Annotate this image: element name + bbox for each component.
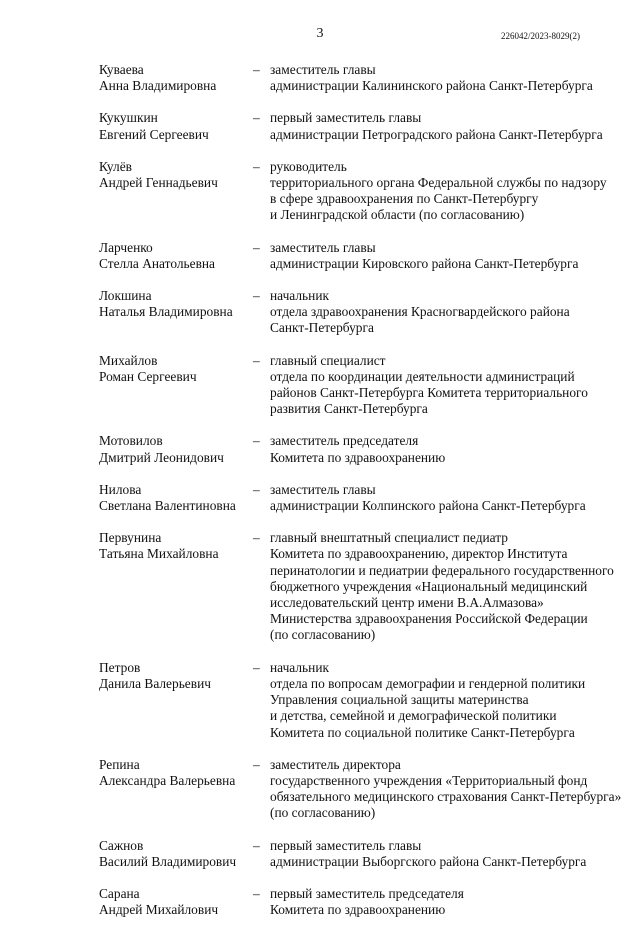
member-name <box>99 482 253 514</box>
member-name <box>99 660 253 741</box>
member-surname: Сарана <box>99 885 140 901</box>
position-line: Комитета по здравоохранению <box>270 449 446 465</box>
position-line: Санкт-Петербурга <box>270 320 374 336</box>
member-surname: Ларченко <box>99 239 153 255</box>
position-line: Комитета по здравоохранению <box>270 902 446 918</box>
member-given-names: Татьяна Михайловна <box>99 546 219 562</box>
member-position <box>270 886 619 918</box>
member-position <box>270 838 619 870</box>
position-line: обязательного медицинского страхования Санкт-Петербурга» <box>270 789 622 805</box>
position-line: заместитель председателя <box>270 433 419 449</box>
member-entry <box>99 62 619 94</box>
member-entry <box>99 756 622 822</box>
position-line: администрации Кировского района Санкт-Петербурга <box>270 255 579 271</box>
position-line: исследовательский центр имени В.А.Алмазова» <box>270 595 544 611</box>
dash-separator: – <box>253 158 260 174</box>
position-line: и Ленинградской области (по согласованию) <box>270 207 525 223</box>
member-given-names: Андрей Геннадьевич <box>99 175 218 191</box>
member-entry <box>99 838 619 870</box>
member-surname: Кукушкин <box>99 110 158 126</box>
dash-separator: – <box>253 885 260 901</box>
dash-separator: – <box>253 288 260 304</box>
member-name <box>99 288 253 337</box>
dash-separator: – <box>253 756 260 772</box>
member-surname: Репина <box>99 756 140 772</box>
member-name <box>99 159 253 224</box>
dash-separator: – <box>253 837 260 853</box>
member-name <box>99 110 253 142</box>
position-line: администрации Колпинского района Санкт-Петербурга <box>270 498 586 514</box>
member-entry <box>99 660 619 741</box>
member-surname: Сажнов <box>99 837 144 853</box>
position-line: (по согласованию) <box>270 805 376 821</box>
position-line: отдела здравоохранения Красногвардейского района <box>270 304 570 320</box>
position-line: заместитель главы <box>270 481 376 497</box>
position-line: государственного учреждения «Территориальный фонд <box>270 772 588 788</box>
position-line: Комитета по социальной политике Санкт-Петербурга <box>270 724 575 740</box>
position-line: районов Санкт-Петербурга Комитета территориального <box>270 385 588 401</box>
position-line: первый заместитель главы <box>270 837 422 853</box>
member-position <box>270 159 619 224</box>
member-position <box>270 240 619 272</box>
member-given-names: Светлана Валентиновна <box>99 498 236 514</box>
member-position <box>270 482 619 514</box>
position-line: заместитель главы <box>270 239 376 255</box>
dash-separator: – <box>253 659 260 675</box>
member-position <box>270 353 619 418</box>
position-line: Управления социальной защиты материнства <box>270 692 529 708</box>
position-line: Комитета по здравоохранению, директор Института <box>270 546 568 562</box>
position-line: отдела по вопросам демографии и гендерной политики <box>270 675 586 691</box>
position-line: бюджетного учреждения «Национальный медицинский <box>270 578 588 594</box>
member-position <box>270 757 621 822</box>
member-entry <box>99 530 619 643</box>
member-entry <box>99 886 619 918</box>
member-given-names: Василий Владимирович <box>99 853 237 869</box>
position-line: руководитель <box>270 158 347 174</box>
member-given-names: Данила Валерьевич <box>99 675 211 691</box>
member-surname: Кулёв <box>99 158 132 174</box>
member-position <box>270 530 619 643</box>
member-given-names: Роман Сергеевич <box>99 368 197 384</box>
position-line: начальник <box>270 659 329 675</box>
member-name <box>99 838 253 870</box>
member-name <box>99 886 253 918</box>
member-given-names: Анна Владимировна <box>99 78 217 94</box>
dash-separator: – <box>253 530 260 546</box>
member-entry <box>99 433 619 465</box>
position-line: главный специалист <box>270 352 386 368</box>
member-name <box>99 240 253 272</box>
position-line: отдела по координации деятельности администраций <box>270 368 575 384</box>
member-surname: Мотовилов <box>99 433 163 449</box>
document-number: 226042/2023-8029(2) <box>501 31 580 41</box>
position-line: администрации Петроградского района Санкт-Петербурга <box>270 126 603 142</box>
position-line: территориального органа Федеральной службы по надзору <box>270 175 607 191</box>
position-line: (по согласованию) <box>270 627 376 643</box>
member-surname: Петров <box>99 659 141 675</box>
dash-separator: – <box>253 62 260 77</box>
member-surname: Куваева <box>99 62 144 77</box>
member-surname: Первунина <box>99 530 162 546</box>
member-position <box>270 288 619 337</box>
member-surname: Локшина <box>99 288 152 304</box>
dash-separator: – <box>253 110 260 126</box>
member-given-names: Александра Валерьевна <box>99 772 236 788</box>
dash-separator: – <box>253 481 260 497</box>
member-entry <box>99 240 619 272</box>
member-given-names: Андрей Михайлович <box>99 902 219 918</box>
member-surname: Нилова <box>99 481 142 497</box>
position-line: развития Санкт-Петербурга <box>270 401 428 417</box>
position-line: главный внештатный специалист педиатр <box>270 530 508 546</box>
dash-separator: – <box>253 352 260 368</box>
member-entry <box>99 482 619 514</box>
dash-separator: – <box>253 433 260 449</box>
position-line: заместитель директора <box>270 756 401 772</box>
member-given-names: Стелла Анатольевна <box>99 255 215 271</box>
member-given-names: Евгений Сергеевич <box>99 126 209 142</box>
member-name <box>99 757 253 822</box>
position-line: заместитель главы <box>270 62 376 77</box>
member-position <box>270 110 619 142</box>
position-line: Министерства здравоохранения Российской Федерации <box>270 611 588 627</box>
member-name <box>99 353 253 418</box>
dash-separator: – <box>253 239 260 255</box>
position-line: начальник <box>270 288 329 304</box>
member-name <box>99 433 253 465</box>
position-line: администрации Калининского района Санкт-Петербурга <box>270 78 593 94</box>
page-number: 3 <box>316 26 324 41</box>
member-surname: Михайлов <box>99 352 158 368</box>
member-entry <box>99 353 619 418</box>
position-line: первый заместитель главы <box>270 110 422 126</box>
position-line: в сфере здравоохранения по Санкт-Петербургу <box>270 191 539 207</box>
member-given-names: Наталья Владимировна <box>99 304 233 320</box>
position-line: администрации Выборгского района Санкт-Петербурга <box>270 853 587 869</box>
position-line: перинатологии и педиатрии федерального государственного <box>270 562 614 578</box>
member-entry <box>99 288 619 337</box>
member-position <box>270 433 619 465</box>
member-position <box>270 660 619 741</box>
member-name <box>99 62 253 94</box>
member-entry <box>99 110 619 142</box>
member-entry <box>99 159 619 224</box>
member-name <box>99 530 253 643</box>
member-position <box>270 62 619 94</box>
member-given-names: Дмитрий Леонидович <box>99 449 224 465</box>
members-list <box>99 62 622 934</box>
position-line: первый заместитель председателя <box>270 885 464 901</box>
position-line: и детства, семейной и демографической политики <box>270 708 557 724</box>
